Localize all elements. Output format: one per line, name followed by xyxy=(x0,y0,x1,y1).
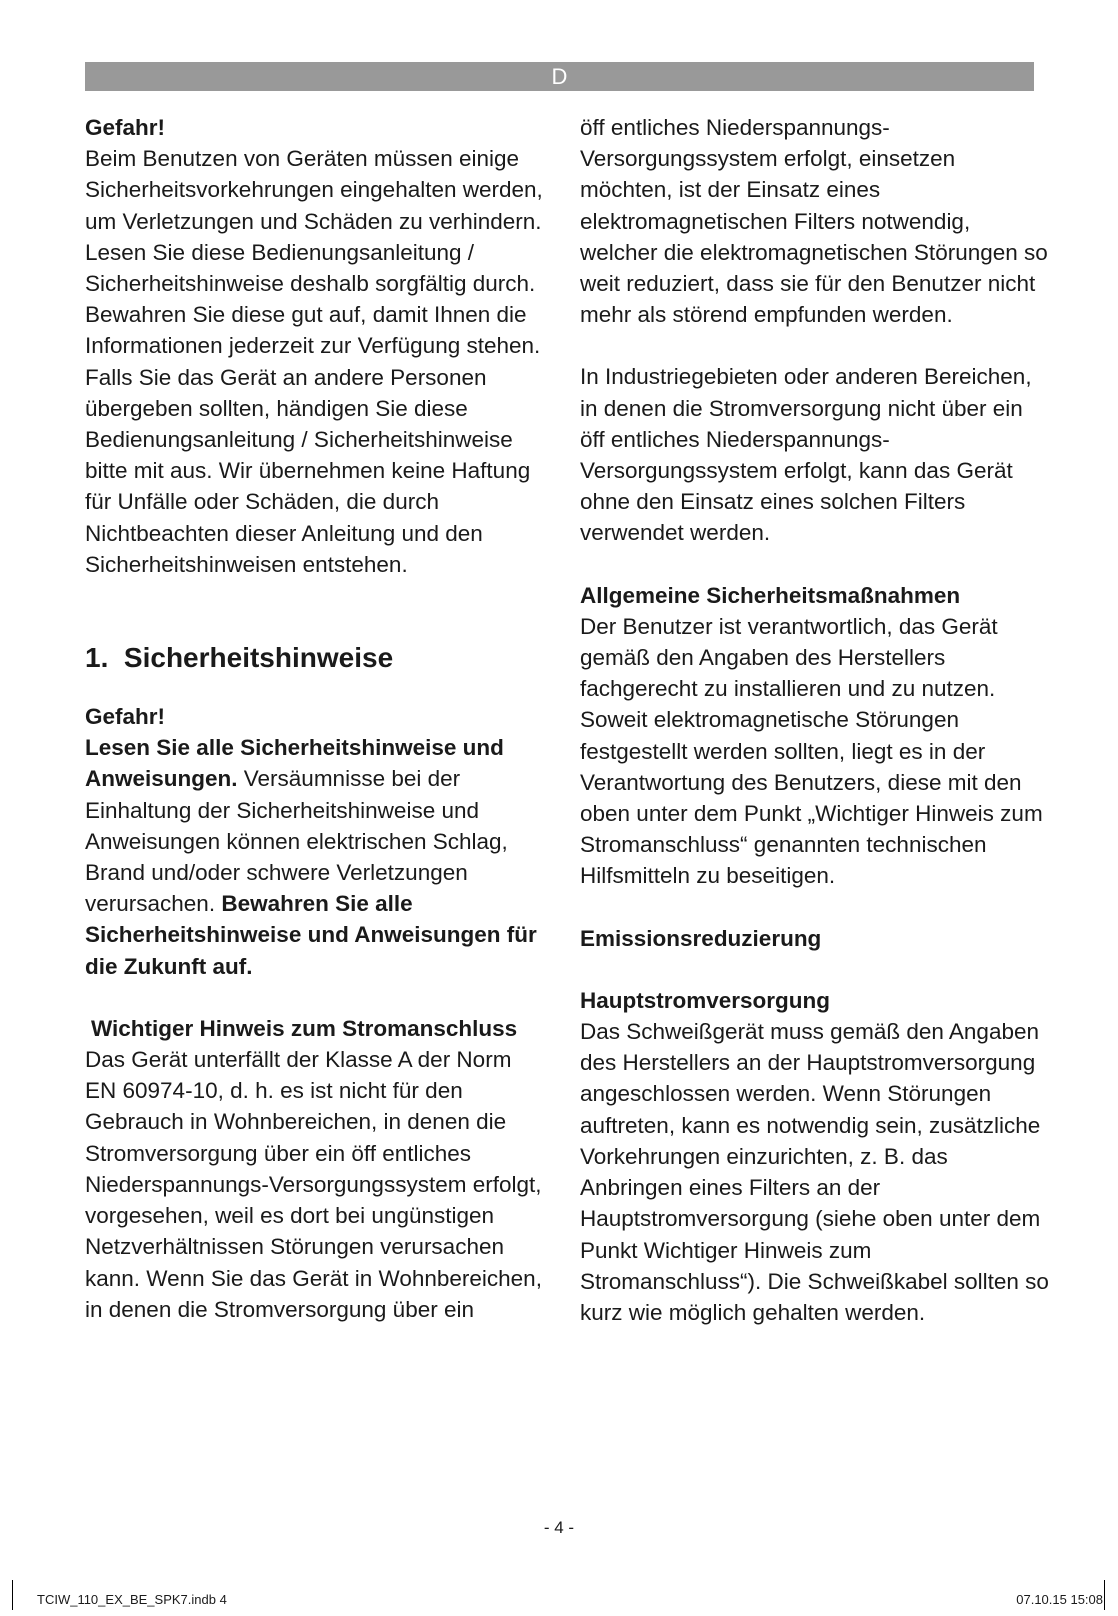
power-note-heading: Wichtiger Hinweis zum Stromanschluss xyxy=(91,1015,518,1041)
crop-mark-left xyxy=(12,1580,13,1610)
language-header-bar xyxy=(85,62,1034,91)
general-safety-text: Der Benutzer ist verantwortlich, das Gerät gemäß den Angaben des Herstellers fachgerecht zu installieren und zu nutzen. Soweit elektromagnetische Störungen festgestellt werden sollten, liegt es in der Verantwortung des Benutzers, diese mit den oben unter dem Punkt „Wichtiger Hinweis zum Stromanschluss“ genannten technischen Hilfsmitteln zu beseitigen. xyxy=(580,613,1043,889)
industrial-text: In Industriegebieten oder anderen Bereichen, in denen die Stromversorgung nicht über ein öff entliches Niederspannungs-Versorgungssystem erfolgt, kann das Gerät ohne den Einsatz eines solchen Filters verwendet werden. xyxy=(580,364,1032,546)
section-title-text: Sicherheitshinweise xyxy=(123,642,394,674)
mains-heading: Hauptstromversorgung xyxy=(580,987,831,1013)
language-code: D xyxy=(551,64,568,89)
power-note-text: Das Gerät unterfällt der Klasse A der Norm EN 60974-10, d. h. es ist nicht für den Gebrauch in Wohnbereichen, in denen die Stromversorgung über ein öff entliches Niederspannungs-Versorgungssystem erfolgt, vorgesehen, weil es dort bei ungünstigen Netzverhältnissen Störungen verursachen kann. Wenn Sie das Gerät in Wohnbereichen, in denen die Stromversorgung über ein xyxy=(85,1047,542,1322)
intro-text: Beim Benutzen von Geräten müssen einige Sicherheitsvorkehrungen eingehalten werden, um Verletzungen und Schäden zu verhindern. Lesen Sie diese Bedienungsanleitung / Sicherheitshinweise deshalb sorgfältig durch. Bewahren Sie diese gut auf, damit Ihnen die Informationen jederzeit zur Verfügung stehen. Falls Sie das Gerät an andere Personen übergeben sollten, händigen Sie diese Bedienungsanleitung / Sicherheitshinweise bitte mit aus. Wir übernehmen keine Haftung für Unfälle oder Schäden, die durch Nichtbeachten dieser Anleitung und den Sicherheitshinweisen entstehen. xyxy=(85,146,543,577)
safety-instructions xyxy=(85,732,545,982)
left-column xyxy=(85,112,545,1325)
intro-heading: Gefahr! xyxy=(85,115,166,140)
footer-filename: TCIW_110_EX_BE_SPK7.indb 4 xyxy=(37,1592,227,1607)
crop-mark-right xyxy=(1104,1580,1105,1610)
continuation-text: öff entliches Niederspannungs-Versorgungssystem erfolgt, einsetzen möchten, ist der Einsatz eines elektromagnetischen Filters notwendig, welcher die elektromagnetischen Störungen so weit reduziert, dass sie für den Benutzer nicht mehr als störend empfunden werden. xyxy=(580,115,1048,328)
danger-heading: Gefahr! xyxy=(85,704,166,730)
right-column xyxy=(580,112,1050,1328)
read-instructions-bold: Lesen Sie alle Sicherheitshinweise und Anweisungen. xyxy=(85,735,504,792)
section-title xyxy=(85,640,545,676)
consequences-text: Versäumnisse bei der Einhaltung der Sicherheitshinweise und Anweisungen können elektrischen Schlag, Brand und/oder schwere Verletzungen verursachen. xyxy=(85,766,508,917)
mains-text: Das Schweißgerät muss gemäß den Angaben des Herstellers an der Hauptstromversorgung angeschlossen werden. Wenn Störungen auftreten, kann es notwendig sein, zusätzliche Vorkehrungen einzurichten, z. B. das Anbringen eines Filters an der Hauptstromversorgung (siehe oben unter dem Punkt Wichtiger Hinweis zum Stromanschluss“). Die Schweißkabel sollten so kurz wie möglich gehalten werden. xyxy=(580,1019,1049,1325)
page-number: - 4 - xyxy=(543,1518,575,1537)
general-safety-heading: Allgemeine Sicherheitsmaßnahmen xyxy=(580,582,961,608)
footer-timestamp: 07.10.15 15:08 xyxy=(1016,1592,1103,1607)
section-number: 1. xyxy=(85,642,109,674)
emission-heading: Emissionsreduzierung xyxy=(580,925,822,951)
keep-instructions-bold: Bewahren Sie alle Sicherheitshinweise und Anweisungen für die Zukunft auf. xyxy=(85,891,537,979)
